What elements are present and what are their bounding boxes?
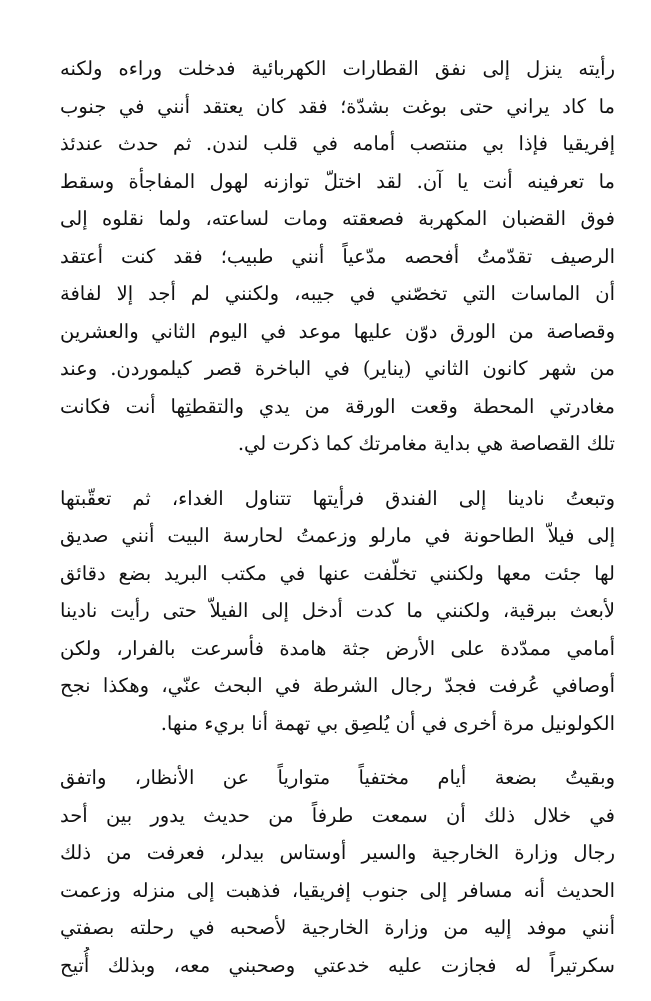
text-line: لأبعث ببرقية، ولكنني ما كدت أدخل إلى الفيلاّ حتى رأيت نادينا [60, 599, 615, 622]
text-line: الحديث أنه مسافر إلى جنوب إفريقيا، فذهبت إلى منزله وزعمت [60, 878, 615, 902]
text-line: سكرتيراً له فجازت عليه خدعتي وصحبني معه، وبذلك أُتيح [60, 953, 615, 977]
text-line: الكولونيل مرة أخرى في أن يُلصِق بي تهمة أنا بريء منها. [160, 711, 615, 735]
text-line: الرصيف تقدّمتُ أفحصه مدّعياً أنني طبيب؛ فقد كنت أعتقد [60, 244, 615, 268]
text-line: أوصافي عُرفت فجدّ رجال الشرطة في البحث عنّي، وهكذا نجح [60, 674, 615, 697]
text-line: وتبعتُ نادينا إلى الفندق فرأيتها تتناول الغداء، ثم تعقّبتها [60, 486, 615, 510]
paragraph-2 [60, 480, 615, 743]
text-line: من شهر كانون الثاني (يناير) في الباخرة قصر كيلموردن. وعند [60, 357, 615, 380]
book-page [60, 50, 615, 1001]
text-line: ما تعرفينه أنت يا آن. لقد اختلّ توازنه لهول المفاجأة وسقط [60, 169, 615, 193]
text-line: تلك القصاصة هي بداية مغامرتك كما ذكرت لي. [237, 432, 615, 455]
paragraph-1 [60, 50, 615, 463]
text-line: إفريقيا فإذا بي منتصب أمامه في قلب لندن. ثم حدث عندئذ [60, 132, 615, 155]
text-line: ما كاد يراني حتى بوغت بشدّة؛ فقد كان يعتقد أنني في جنوب [60, 94, 615, 118]
paragraph-3 [60, 759, 615, 984]
text-line: فوق القضبان المكهربة فصعقته ومات لساعته، ولما نقلوه إلى [60, 207, 615, 230]
text-line: رأيته ينزل إلى نفق القطارات الكهربائية فدخلت وراءه ولكنه [60, 57, 615, 80]
text-line: لها جئت معها ولكنني تخلّفت عنها في مكتب البريد بضع دقائق [60, 561, 615, 585]
text-line: وقصاصة من الورق دوّن عليها موعد في اليوم الثاني والعشرين [60, 319, 615, 343]
text-line: مغادرتي المحطة وقعت الورقة من يدي والتقطتِها أنت فكانت [60, 394, 615, 418]
text-line: أنني موفد إليه من وزارة الخارجية لأصحبه في رحلته بصفتي [60, 916, 615, 939]
text-line: في خلال ذلك أن سمعت طرفاً من حديث يدور بين أحد [60, 803, 615, 827]
text-line: رجال وزارة الخارجية والسير أوستاس بيدلر، فعرفت من ذلك [60, 841, 615, 864]
text-line: أمامي ممدّدة على الأرض جثة هامدة فأسرعت بالفرار، ولكن [60, 636, 615, 660]
text-line: إلى فيلاّ الطاحونة في مارلو وزعمتُ لحارسة البيت أنني صديق [60, 524, 615, 547]
text-line: وبقيتُ بضعة أيام مختفياً متوارياً عن الأنظار، واتفق [60, 766, 615, 789]
text-line: أن الماسات التي تخصّني في جيبه، ولكنني لم أجد إلا لفافة [60, 282, 615, 305]
